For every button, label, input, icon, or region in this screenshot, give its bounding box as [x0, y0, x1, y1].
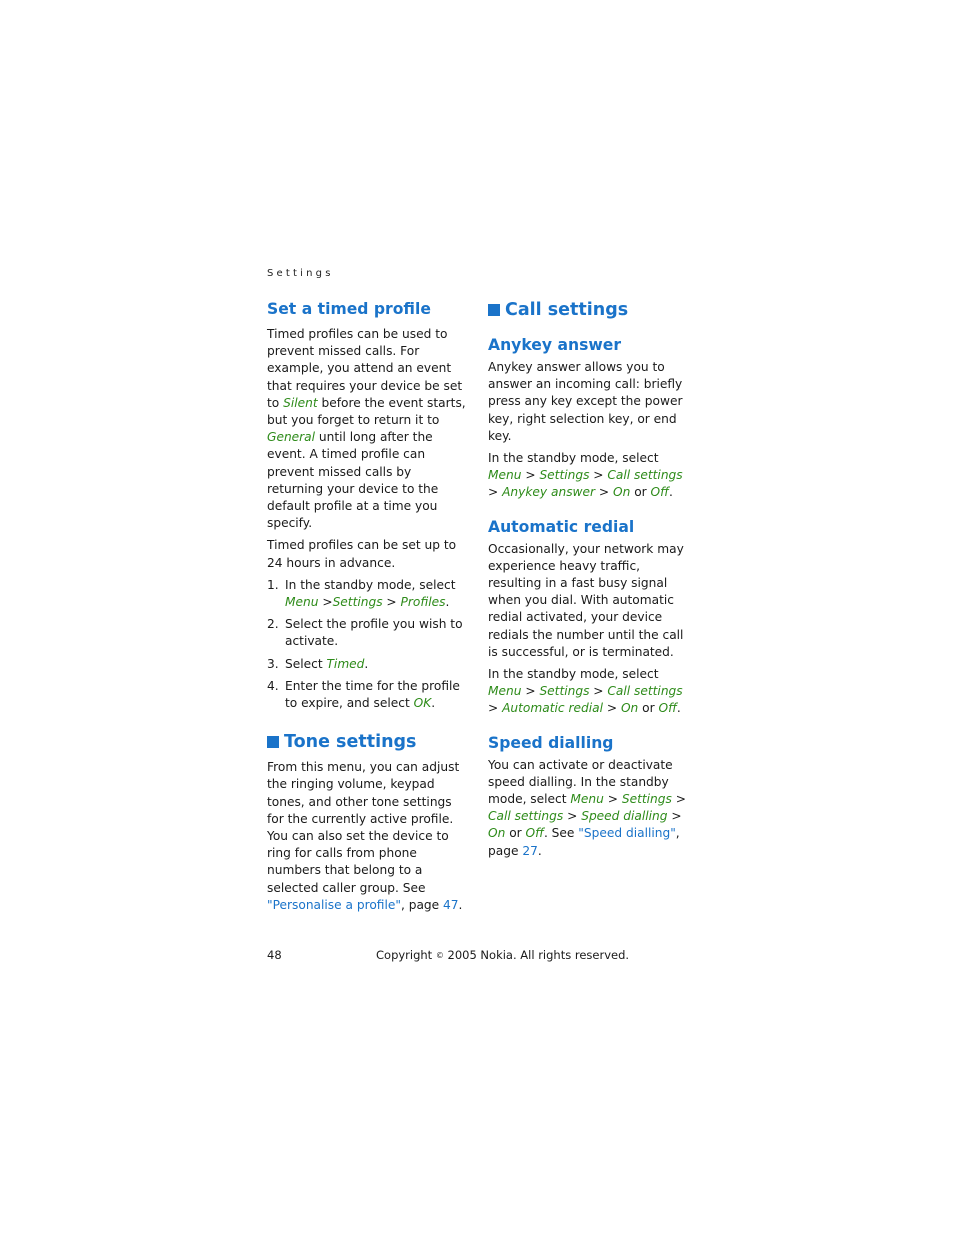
- heading-set-timed-profile: Set a timed profile: [267, 300, 431, 318]
- right-column: [488, 298, 693, 865]
- heading-anykey-answer: Anykey answer: [488, 336, 622, 354]
- menu-term: Menu: [285, 595, 319, 610]
- speed-dialling-link[interactable]: "Speed dialling": [578, 826, 676, 841]
- menu-term: Settings: [539, 468, 590, 483]
- list-item: 3. Select Timed.: [267, 656, 369, 671]
- menu-term: Speed dialling: [581, 809, 668, 824]
- heading-tone-settings: Tone settings: [267, 730, 467, 754]
- heading-automatic-redial: Automatic redial: [488, 517, 635, 536]
- left-column: [267, 298, 467, 919]
- personalise-profile-link[interactable]: "Personalise a profile": [267, 897, 401, 912]
- list-item: 4. Enter the time for the profile to expire, and select OK.: [267, 678, 460, 711]
- menu-term: Settings: [621, 792, 672, 807]
- page-link[interactable]: 27: [522, 843, 538, 858]
- menu-term: Timed: [326, 656, 365, 671]
- menu-term: Settings: [539, 684, 590, 699]
- automatic-redial-path: In the standby mode, select Menu > Settings > Call settings > Automatic redial > On or Off.: [488, 667, 683, 716]
- menu-term: On: [613, 485, 631, 500]
- menu-term: Settings: [332, 595, 383, 610]
- menu-term: On: [488, 826, 506, 841]
- list-item: 1. In the standby mode, select Menu >Settings > Profiles.: [267, 577, 456, 610]
- menu-term: General: [267, 430, 316, 445]
- menu-term: Call settings: [488, 809, 564, 824]
- page-link[interactable]: 47: [443, 897, 459, 912]
- menu-term: Call settings: [607, 468, 683, 483]
- heading-speed-dialling: Speed dialling: [488, 733, 614, 752]
- menu-term: Menu: [570, 792, 604, 807]
- menu-term: Menu: [488, 468, 522, 483]
- menu-term: Profiles: [400, 595, 446, 610]
- blue-square-icon: [488, 304, 500, 316]
- speed-dialling-text: You can activate or deactivate speed dialling. In the standby mode, select Menu > Settings > Call settings > Speed dialling > On or Off. See "Speed dialling", page 27.: [488, 757, 686, 858]
- menu-term: Anykey answer: [502, 485, 596, 500]
- menu-term: On: [620, 701, 639, 716]
- automatic-redial-text: Occasionally, your network may experience heavy traffic, resulting in a fast busy signal when you dial. With automatic redial activated, your device redials the number until the call is successful, or is terminated.: [488, 541, 684, 659]
- anykey-answer-text: Anykey answer allows you to answer an incoming call: briefly press any key except the power key, right selection key, or end key.: [488, 360, 683, 443]
- menu-term: Automatic redial: [502, 701, 603, 716]
- menu-term: Call settings: [607, 684, 683, 699]
- menu-term: Menu: [488, 684, 522, 699]
- blue-square-icon: [267, 736, 279, 748]
- heading-call-settings: Call settings: [488, 298, 693, 322]
- timed-profile-steps: [267, 577, 467, 712]
- menu-term: Off: [658, 701, 677, 716]
- tone-settings-text: From this menu, you can adjust the ringing volume, keypad tones, and other tone settings for the currently active profile. You can also set the device to ring for calls from phone numbers that belong to a selected caller group. See "Personalise a profile", page 47.: [267, 760, 463, 912]
- page-number: 48: [267, 948, 282, 962]
- anykey-answer-path: In the standby mode, select Menu > Settings > Call settings > Anykey answer > On or Off.: [488, 451, 683, 500]
- running-head: Settings: [267, 268, 334, 279]
- timed-profile-intro: Timed profiles can be used to prevent missed calls. For example, you attend an event that requires your device be set to Silent before the event starts, but you forget to return it to General until long after the event. A timed profile can prevent missed calls by returning your device to the default profile at a time you specify.: [267, 327, 466, 531]
- menu-term: Off: [650, 485, 669, 500]
- menu-term: Silent: [283, 395, 318, 410]
- copyright-icon: ©: [435, 951, 444, 960]
- timed-profile-note: Timed profiles can be set up to 24 hours in advance.: [267, 538, 457, 570]
- menu-term: Off: [525, 826, 544, 841]
- copyright-notice: Copyright © 2005 Nokia. All rights reserved.: [376, 948, 630, 962]
- list-item: 2. Select the profile you wish to activate.: [267, 617, 463, 649]
- menu-term: OK: [413, 696, 432, 711]
